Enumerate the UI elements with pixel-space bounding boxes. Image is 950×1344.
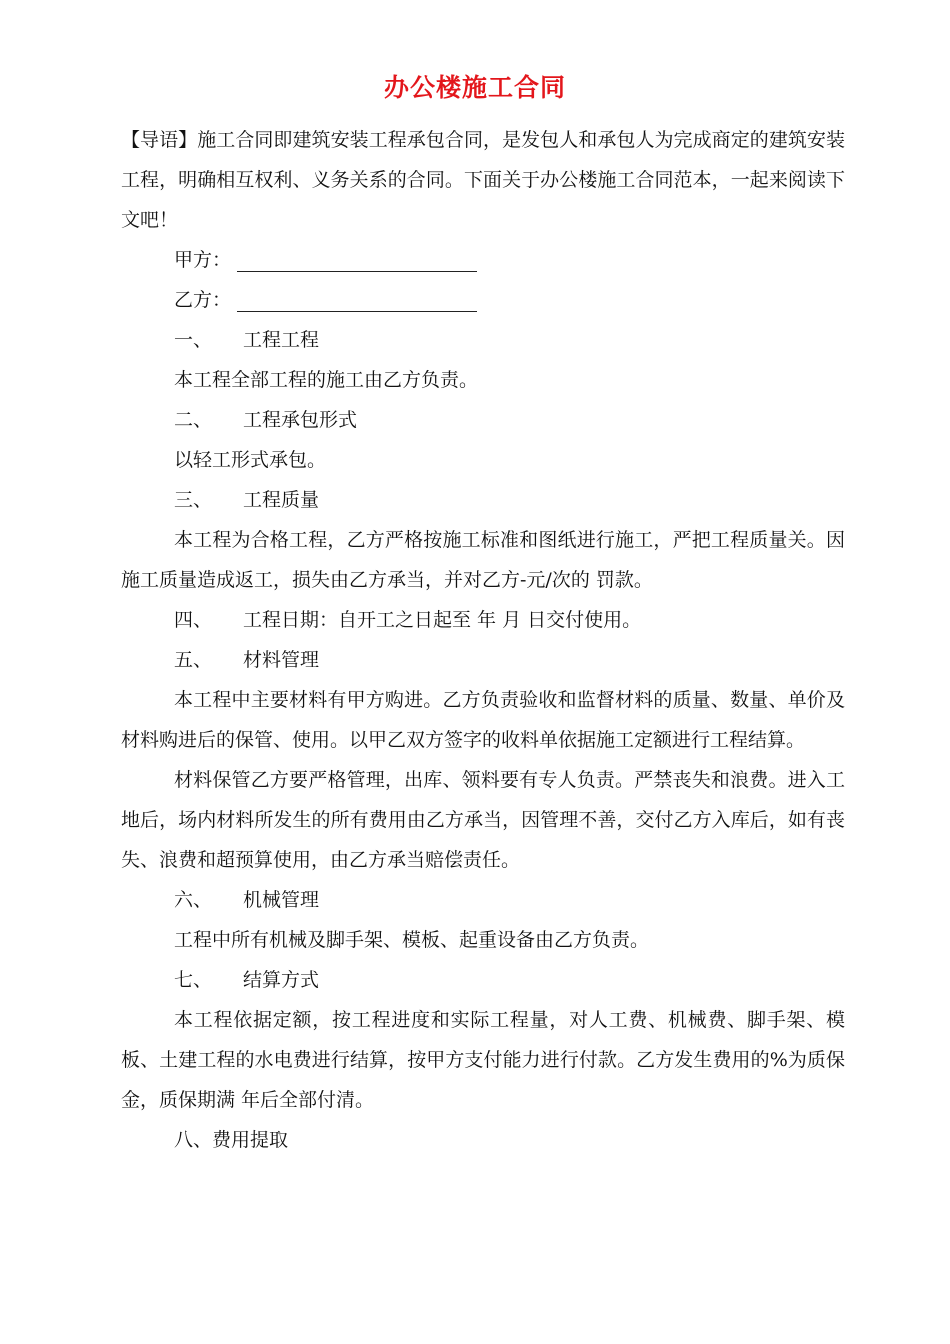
section-7-heading	[121, 960, 845, 1000]
section-4-heading	[121, 600, 845, 640]
section-6-text: 工程中所有机械及脚手架、模板、起重设备由乙方负责。	[174, 929, 650, 951]
party-b-blank	[237, 287, 477, 312]
section-7-number: 七、	[174, 969, 213, 991]
section-1-heading	[121, 320, 845, 360]
section-6-heading	[121, 880, 845, 920]
section-3-title: 工程质量	[243, 489, 320, 511]
section-7-title: 结算方式	[243, 969, 320, 991]
section-5-text-1: 本工程中主要材料有甲方购进。乙方负责验收和监督材料的质量、数量、单价及材料购进后的保管、使用。以甲乙双方签字的收料单依据施工定额进行工程结算。	[121, 689, 845, 751]
section-3-text: 本工程为合格工程，乙方严格按施工标准和图纸进行施工，严把工程质量关。因施工质量造成返工，损失由乙方承当，并对乙方-元/次的 罚款。	[121, 529, 845, 591]
party-a-line	[121, 240, 845, 280]
party-b-label: 乙方：	[174, 289, 232, 311]
party-b-line	[121, 280, 845, 320]
section-4-title: 工程日期：自开工之日起至 年 月 日交付使用。	[243, 609, 642, 631]
section-4-number: 四、	[174, 609, 213, 631]
section-7-text: 本工程依据定额，按工程进度和实际工程量，对人工费、机械费、脚手架、模板、土建工程的水电费进行结算，按甲方支付能力进行付款。乙方发生费用的%为质保金，质保期满 年后全部付清。	[121, 1009, 845, 1111]
section-5-text-2: 材料保管乙方要严格管理，出库、领料要有专人负责。严禁丧失和浪费。进入工地后，场内材料所发生的所有费用由乙方承当，因管理不善，交付乙方入库后，如有丧失、浪费和超预算使用，由乙方承当赔偿责任。	[121, 769, 845, 871]
section-2-heading	[121, 400, 845, 440]
section-2-number: 二、	[174, 409, 213, 431]
document-body	[121, 120, 845, 1160]
section-5-number: 五、	[174, 649, 213, 671]
section-2-title: 工程承包形式	[243, 409, 358, 431]
section-3-number: 三、	[174, 489, 213, 511]
section-1-text: 本工程全部工程的施工由乙方负责。	[174, 369, 479, 391]
section-2-text: 以轻工形式承包。	[174, 449, 327, 471]
section-1-number: 一、	[174, 329, 213, 351]
party-a-blank	[237, 247, 477, 272]
section-6-number: 六、	[174, 889, 213, 911]
section-8-heading: 八、费用提取	[174, 1129, 289, 1151]
section-3-heading	[121, 480, 845, 520]
section-6-title: 机械管理	[243, 889, 320, 911]
intro-paragraph: 【导语】施工合同即建筑安装工程承包合同，是发包人和承包人为完成商定的建筑安装工程，明确相互权利、义务关系的合同。下面关于办公楼施工合同范本，一起来阅读下文吧！	[121, 129, 845, 231]
document-title: 办公楼施工合同	[383, 73, 566, 102]
section-5-heading	[121, 640, 845, 680]
section-1-title: 工程工程	[243, 329, 320, 351]
party-a-label: 甲方：	[174, 249, 232, 271]
section-5-title: 材料管理	[243, 649, 320, 671]
